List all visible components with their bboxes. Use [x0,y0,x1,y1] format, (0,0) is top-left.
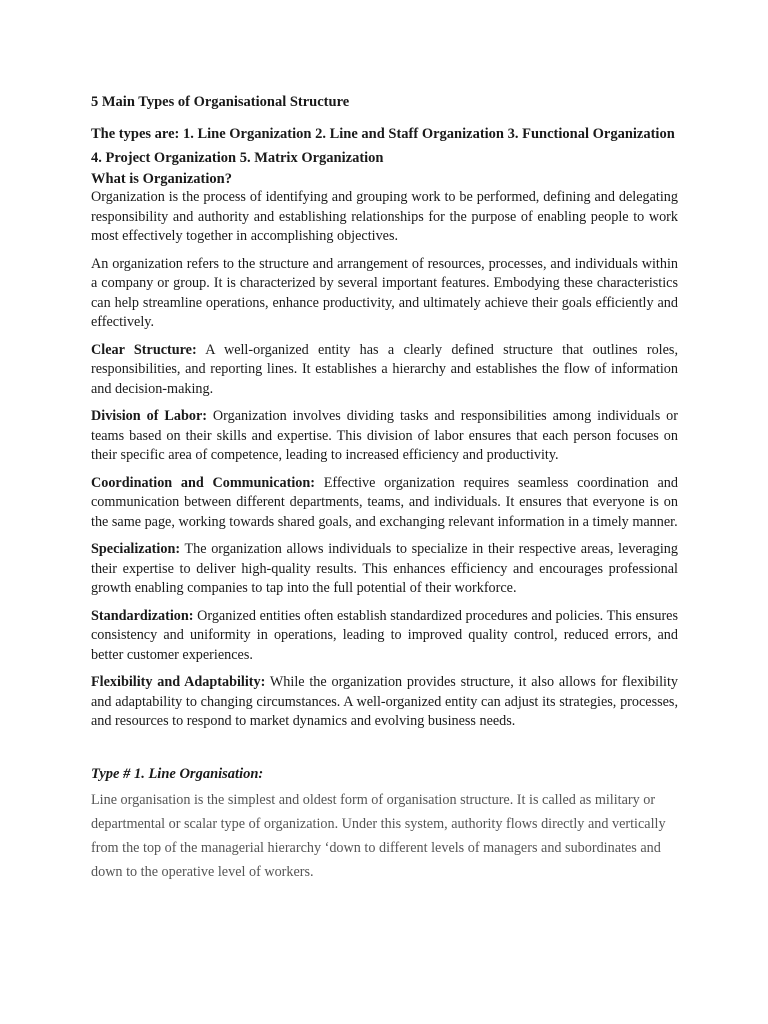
feature-term: Flexibility and Adaptability: [91,674,266,690]
feature-clear-structure [91,341,678,400]
feature-text: Organization involves dividing tasks and responsibilities among individuals or teams based on their skills and expertise. This division of labor ensures that each person focuses on their specific area of competence, leading to increased efficiency and productivity. [91,408,678,463]
feature-term: Clear Structure: [91,341,197,358]
feature-coordination-communication [91,474,678,533]
feature-term: Division of Labor: [91,408,207,424]
feature-specialization [91,540,678,599]
feature-text: A well-organized entity has a clearly defined structure that outlines roles, responsibilities, and reporting lines. It establishes a hierarchy and establishes the flow of information and decision-making. [91,341,678,397]
intro-paragraph-2: An organization refers to the structure and arrangement of resources, processes, and individuals within a company or group. It is characterized by several important features. Embodying these characteristics can help streamline operations, enhance productivity, and ultimately achieve their goals efficiently and effectively. [91,255,678,330]
document-title: 5 Main Types of Organisational Structure [91,94,350,110]
feature-term: Specialization: [91,541,181,557]
type-1-heading: Type # 1. Line Organisation: [91,765,264,782]
feature-flexibility-adaptability [91,673,678,732]
feature-text: The organization allows individuals to specialize in their respective areas, leveraging their expertise to deliver high-quality results. This enhances efficiency and encourages professional growth enabling companies to tap into the full potential of their workforce. [91,541,678,596]
type-1-body: Line organisation is the simplest and oldest form of organisation structure. It is called as military or departmental or scalar type of organization. Under this system, authority flows directly and vertically from the top of the managerial hierarchy ‘down to different levels of managers and subordinates and down to the operative level of workers. [91,791,666,880]
feature-text: Organized entities often establish standardized procedures and policies. This ensures consistency and uniformity in operations, leading to improved quality control, reduced errors, and better customer experiences. [91,607,678,663]
types-summary: The types are: 1. Line Organization 2. Line and Staff Organization 3. Functional Organization 4. Project Organization 5. Matrix Organization [91,126,675,166]
feature-term: Standardization: [91,607,194,624]
feature-text: While the organization provides structure, it also allows for flexibility and adaptability to changing circumstances. A well-organized entity can adjust its strategies, processes, and resources to respond to market dynamics and evolving business needs. [91,674,679,729]
document-page [91,92,678,884]
feature-division-of-labor [91,407,678,466]
feature-term: Coordination and Communication: [91,474,315,491]
feature-standardization [91,607,678,666]
feature-text: Effective organization requires seamless coordination and communication between different departments, teams, and individuals. It ensures that everyone is on the same page, working towards shared goals, and exchanging relevant information in a timely manner. [91,474,678,530]
intro-paragraph-1: Organization is the process of identifying and grouping work to be performed, defining and delegating responsibility and authority and establishing relationships for the purpose of enabling people to work most effectively together in accomplishing objectives. [91,189,678,244]
what-is-organization-heading: What is Organization? [91,171,232,187]
